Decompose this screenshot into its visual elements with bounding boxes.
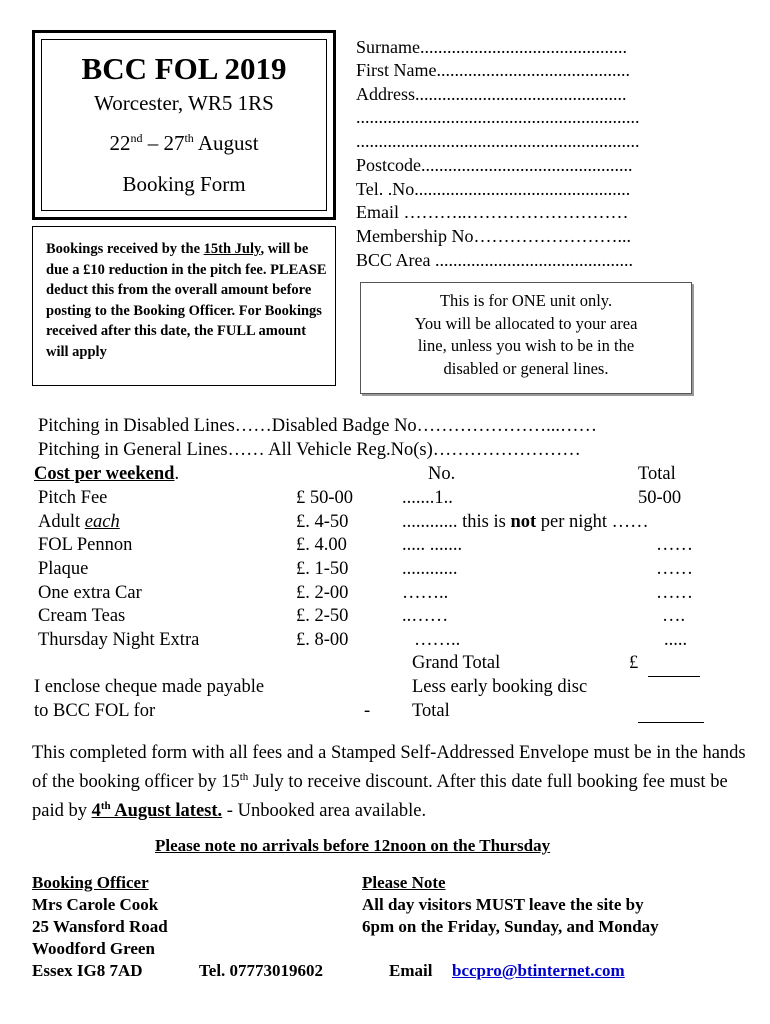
- cost-item-price: £. 8-00: [296, 630, 349, 650]
- field-address-line-3[interactable]: ...............................................................: [356, 131, 640, 151]
- cost-item-no[interactable]: ……..: [402, 583, 449, 603]
- field-first-name[interactable]: First Name...........................................: [356, 60, 630, 80]
- title-inner-frame: [41, 39, 327, 211]
- title-box: [32, 30, 336, 220]
- field-email[interactable]: Email ………..………………………: [356, 202, 629, 222]
- cost-item-no[interactable]: ..……: [402, 606, 449, 626]
- early-booking-notice: Bookings received by the 15th July, will be due a £10 reduction in the pitch fee. PLEASE deduct this from the overall amount before posting to the Booking Officer. For Bookings received after this date, the FULL amount will apply: [32, 226, 336, 386]
- grand-total-blank[interactable]: [648, 656, 700, 677]
- unit-note-box: [360, 282, 692, 394]
- col-no-header: No.: [428, 464, 456, 484]
- early-booking-deadline: 15th July: [203, 241, 261, 257]
- please-note-line-1: All day visitors MUST leave the site by: [362, 895, 644, 914]
- field-bcc-area[interactable]: BCC Area ............................................: [356, 250, 633, 270]
- please-note-line-2: 6pm on the Friday, Sunday, and Monday: [362, 917, 659, 936]
- cheque-dash: -: [364, 701, 371, 721]
- officer-name: Mrs Carole Cook: [32, 895, 159, 914]
- pitching-disabled-line[interactable]: Pitching in Disabled Lines……Disabled Badge No…………………...……: [38, 416, 598, 436]
- unit-note-line: line, unless you wish to be in the: [417, 336, 635, 355]
- cost-item-label: Adult each: [38, 512, 120, 532]
- cost-item-total[interactable]: ……: [656, 559, 693, 579]
- officer-town: Woodford Green: [32, 939, 155, 958]
- cost-item-no[interactable]: .......1..: [402, 488, 453, 508]
- grand-total-currency: £: [629, 653, 639, 673]
- field-membership-no[interactable]: Membership No……………………...: [356, 226, 631, 246]
- email-label: Email: [389, 961, 433, 980]
- cost-item-price: £ 50-00: [296, 488, 354, 508]
- less-early-booking-label: Less early booking disc: [412, 677, 588, 697]
- instructions-paragraph: This completed form with all fees and a Stamped Self-Addressed Envelope must be in the hands of the booking officer by 15th July to receive discount. After this date full booking fee must be paid by 4th August latest. - Unbooked area available.: [32, 743, 746, 822]
- cost-item-price: £. 4.00: [296, 535, 347, 555]
- cost-item-total[interactable]: 50-00: [638, 488, 682, 508]
- pitching-general-line[interactable]: Pitching in General Lines…… All Vehicle Reg.No(s)……………………: [38, 440, 581, 460]
- cost-item-total[interactable]: ….: [662, 606, 686, 626]
- officer-street: 25 Wansford Road: [32, 917, 168, 936]
- cost-item-label: Pitch Fee: [38, 488, 108, 508]
- form-name: Booking Form: [122, 172, 246, 196]
- cheque-line-1: I enclose cheque made payable: [34, 677, 265, 697]
- col-total-header: Total: [638, 464, 676, 484]
- cost-item-total[interactable]: ……: [656, 583, 693, 603]
- cost-item-price: £. 1-50: [296, 559, 349, 579]
- unit-note-line: You will be allocated to your area: [414, 313, 638, 333]
- email-link[interactable]: bccpro@btinternet.com: [452, 961, 625, 980]
- booking-officer-heading: Booking Officer: [32, 873, 149, 892]
- cheque-line-2: to BCC FOL for: [34, 701, 156, 721]
- total-label: Total: [412, 701, 450, 721]
- event-location: Worcester, WR5 1RS: [94, 91, 274, 115]
- event-dates: 22nd – 27th August: [109, 131, 259, 155]
- cost-item-price: £. 4-50: [296, 512, 349, 532]
- unit-note-line: disabled or general lines.: [443, 358, 609, 378]
- event-title: BCC FOL 2019: [81, 51, 287, 86]
- cost-item-no[interactable]: ............ this is not per night ……: [402, 512, 649, 532]
- cost-item-label: FOL Pennon: [38, 535, 133, 555]
- cost-item-label: Plaque: [38, 559, 89, 579]
- field-address[interactable]: Address...............................................: [356, 84, 627, 104]
- field-address-line-2[interactable]: ...............................................................: [356, 107, 640, 127]
- unit-note-line: This is for ONE unit only.: [439, 291, 613, 310]
- cost-item-price: £. 2-50: [296, 606, 349, 626]
- please-note-heading: Please Note: [362, 873, 446, 892]
- officer-county-postcode: Essex IG8 7AD: [32, 961, 143, 980]
- arrival-note: Please note no arrivals before 12noon on the Thursday: [155, 836, 551, 855]
- grand-total-label: Grand Total: [412, 653, 501, 673]
- cost-item-label: One extra Car: [38, 583, 142, 603]
- field-telephone[interactable]: Tel. .No................................................: [356, 179, 631, 199]
- officer-telephone: Tel. 07773019602: [199, 961, 324, 980]
- cost-item-total[interactable]: .....: [664, 630, 688, 650]
- cost-item-total[interactable]: ……: [656, 535, 693, 555]
- cost-item-label: Thursday Night Extra: [38, 630, 200, 650]
- field-surname[interactable]: Surname..............................................: [356, 37, 627, 57]
- cost-item-no[interactable]: ..... .......: [402, 535, 463, 555]
- total-blank[interactable]: [638, 704, 704, 723]
- cost-item-no[interactable]: ……..: [414, 630, 461, 650]
- final-deadline: 4th August latest.: [91, 800, 223, 822]
- cost-item-no[interactable]: ............: [402, 559, 458, 579]
- cost-item-price: £. 2-00: [296, 583, 349, 603]
- cost-heading: Cost per weekend.: [34, 464, 180, 484]
- field-postcode[interactable]: Postcode...............................................: [356, 155, 633, 175]
- cost-item-label: Cream Teas: [38, 606, 126, 626]
